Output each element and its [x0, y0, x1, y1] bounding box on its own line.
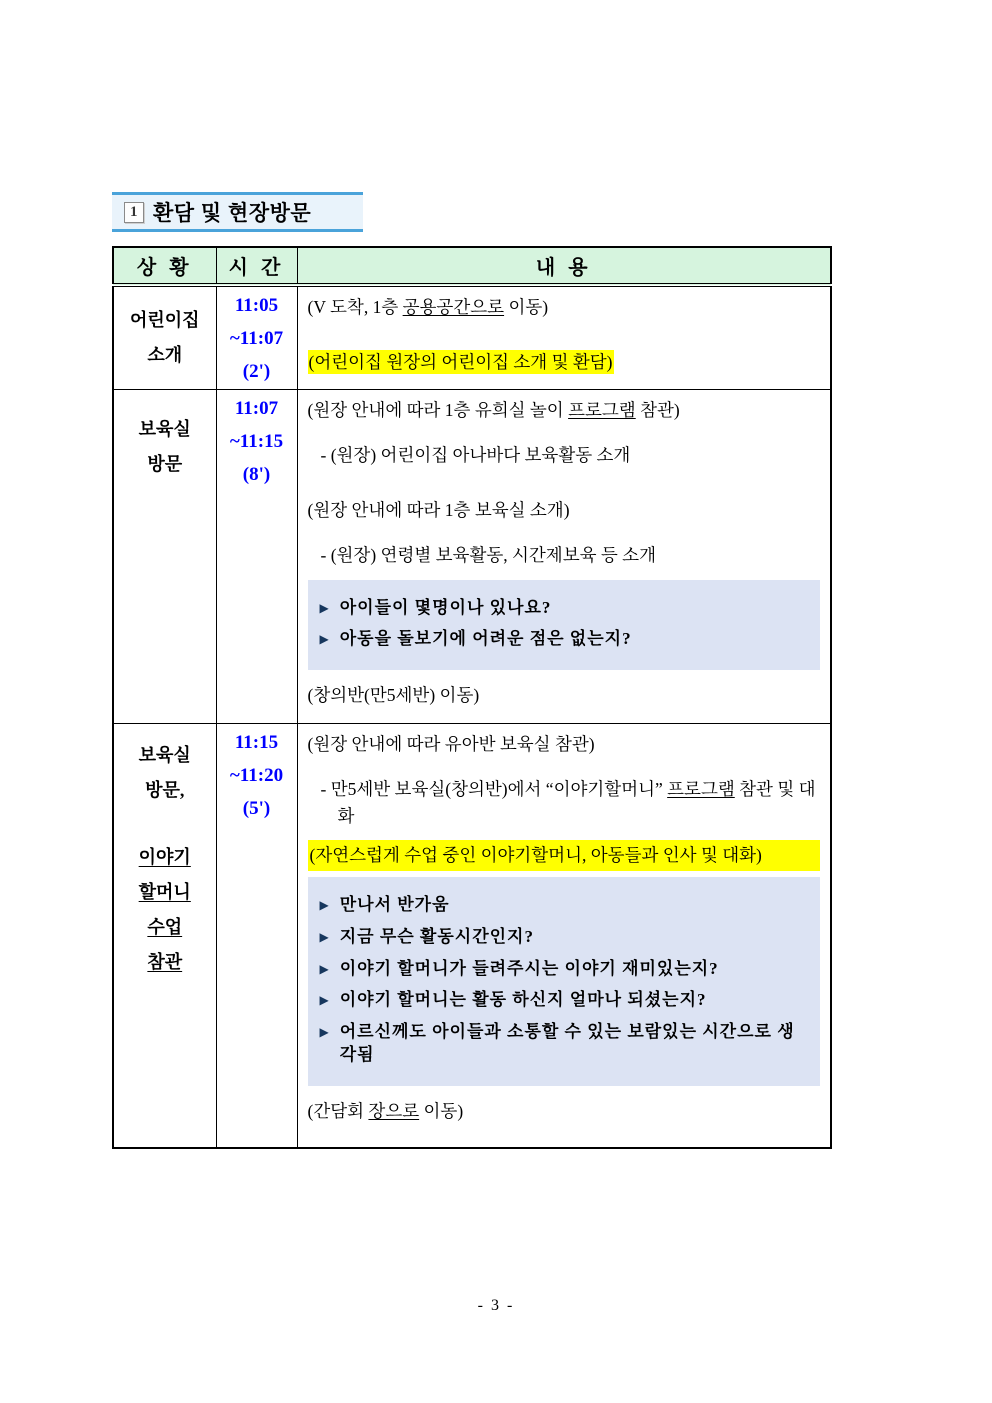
- header-content: 내 용: [297, 247, 831, 285]
- content-line: (원장 안내에 따라 1층 보육실 소개): [307, 500, 570, 521]
- question-text: 지금 무슨 활동시간인지?: [339, 926, 534, 946]
- time-duration: (2'): [242, 361, 271, 382]
- question-text: 아이들이 몇명이나 있나요?: [339, 597, 552, 617]
- time-cell: [216, 390, 297, 724]
- question-box: [308, 580, 821, 671]
- question-text: 아동을 돌보기에 어려운 점은 없는지?: [339, 629, 632, 649]
- underlined-text: 장으로: [368, 1101, 420, 1122]
- bullet-triangle-icon: ▶: [319, 993, 330, 1008]
- content-line: - (원장) 어린이집 아나바다 보육활동 소개: [320, 445, 631, 466]
- time-duration: (5'): [242, 798, 271, 819]
- schedule-table: [112, 246, 832, 1149]
- header-time: 시 간: [216, 247, 297, 285]
- time-cell: [216, 285, 297, 390]
- question-item: [320, 628, 809, 651]
- bullet-triangle-icon: ▶: [319, 632, 330, 647]
- situation-line-underlined: 참관: [147, 952, 183, 972]
- situation-line: 소개: [147, 345, 183, 365]
- page-number: - 3 -: [477, 1297, 515, 1314]
- yellow-highlight: (자연스럽게 수업 중인 이야기할머니, 아동들과 인사 및 대화): [308, 840, 821, 870]
- question-text: 이야기 할머니가 들려주시는 이야기 재미있는지?: [339, 958, 719, 978]
- situation-cell: [113, 285, 216, 390]
- time-start: 11:15: [234, 732, 279, 753]
- question-item: [320, 958, 809, 981]
- content-cell: [297, 724, 831, 1148]
- section-title: 환담 및 현장방문: [153, 202, 312, 225]
- question-box: [308, 877, 821, 1087]
- content-cell: [297, 390, 831, 724]
- content-line-highlighted: [308, 349, 821, 376]
- time-start: 11:05: [234, 295, 279, 316]
- content-line: - (원장) 연령별 보육활동, 시간제보육 등 소개: [320, 545, 656, 566]
- question-item: [320, 894, 809, 917]
- time-end: ~11:07: [229, 328, 284, 349]
- time-cell: [216, 724, 297, 1148]
- header-situation: 상 황: [113, 247, 216, 285]
- bullet-triangle-icon: ▶: [319, 929, 330, 944]
- content-line: (V 도착, 1층 공용공간으로 이동): [307, 297, 549, 317]
- content-line: - 만5세반 보육실(창의반)에서 “이야기할머니” 프로그램 참관 및 대화: [320, 779, 816, 827]
- situation-line: 보육실: [138, 419, 191, 439]
- question-text: 어르신께도 아이들과 소통할 수 있는 보람있는 시간으로 생각됨: [339, 1022, 795, 1065]
- section-number-box: 1: [124, 202, 144, 223]
- question-item: [320, 989, 809, 1012]
- situation-line: 방문: [147, 454, 183, 474]
- content-line: (간담회 장으로 이동): [307, 1101, 464, 1122]
- time-start: 11:07: [234, 398, 279, 419]
- underlined-text: 프로그램: [568, 400, 636, 420]
- yellow-highlight: (어린이집 원장의 어린이집 소개 및 환담): [308, 352, 613, 373]
- table-row: [113, 724, 831, 1148]
- bullet-triangle-icon: ▶: [319, 961, 330, 976]
- table-row: [113, 390, 831, 724]
- bullet-triangle-icon: ▶: [319, 600, 330, 615]
- time-end: ~11:20: [229, 765, 284, 786]
- situation-line: 방문,: [145, 780, 185, 800]
- underlined-text: 공용공간으로: [402, 297, 505, 317]
- question-item: [320, 1021, 809, 1067]
- spacer: [115, 808, 215, 840]
- table-header-row: [113, 247, 831, 285]
- question-text: 만나서 반가움: [339, 894, 450, 914]
- underlined-text: 프로그램: [667, 779, 735, 800]
- section-heading: [112, 192, 363, 232]
- situation-cell: [113, 390, 216, 724]
- question-text: 이야기 할머니는 활동 하신지 얼마나 되셨는지?: [339, 990, 707, 1010]
- content-line: (원장 안내에 따라 1층 유희실 놀이 프로그램 참관): [307, 400, 680, 420]
- situation-line: 어린이집: [129, 310, 200, 330]
- table-row: [113, 285, 831, 390]
- content-line: (원장 안내에 따라 유아반 보육실 참관): [307, 734, 595, 754]
- bullet-triangle-icon: ▶: [319, 897, 330, 912]
- question-item: [320, 926, 809, 949]
- content-cell: [297, 285, 831, 390]
- situation-line-underlined: 수업: [147, 917, 183, 937]
- situation-line-underlined: 이야기: [138, 847, 191, 867]
- question-item: [320, 597, 809, 620]
- bullet-triangle-icon: ▶: [319, 1025, 330, 1040]
- time-duration: (8'): [242, 464, 271, 485]
- content-line: (창의반(만5세반) 이동): [307, 685, 480, 706]
- situation-line-underlined: 할머니: [138, 882, 191, 902]
- situation-cell: [113, 724, 216, 1148]
- time-end: ~11:15: [229, 431, 284, 452]
- situation-line: 보육실: [138, 745, 191, 765]
